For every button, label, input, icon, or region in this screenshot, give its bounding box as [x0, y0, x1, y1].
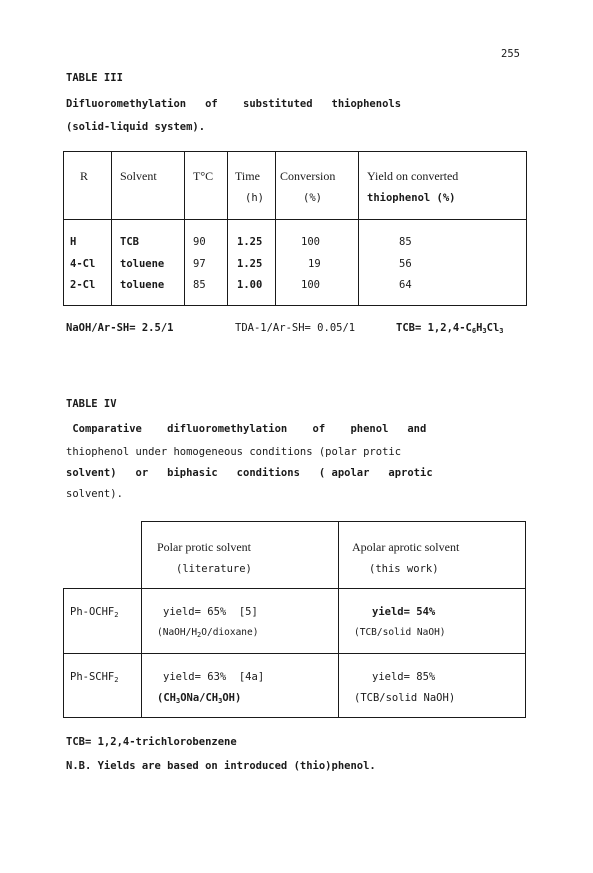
row-conversion: 100	[301, 236, 320, 248]
table4-title-line1: Comparative difluoromethylation of phenol and	[66, 423, 427, 435]
table3-footnote-tcb: $TCB= 1,2,4-C_6H_3Cl_3$	[396, 322, 504, 335]
row-polar-conditions: $(NaOH/H_2O/dioxane)$	[157, 627, 259, 639]
table3-header-time-unit: (h)	[245, 192, 264, 204]
table4-header-apolar: Apolar aprotic solvent	[352, 540, 460, 554]
row-time: 1.25	[237, 258, 263, 270]
table3-footnote-naoh: NaOH/Ar-SH= 2.5/1	[66, 322, 174, 334]
table3-footnote-tda: TDA-1/Ar-SH= 0.05/1	[235, 322, 356, 334]
row-solvent: TCB	[120, 236, 139, 248]
row-compound: $Ph-SCHF_2$	[70, 671, 119, 684]
row-compound: $Ph-OCHF_2$	[70, 606, 119, 619]
table3-header-yield: Yield on converted	[367, 169, 459, 183]
table4-header-polar: Polar protic solvent	[157, 540, 251, 554]
row-r: 2-Cl	[70, 279, 96, 291]
row-yield: 56	[399, 258, 412, 270]
row-apolar-conditions: (TCB/solid NaOH)	[354, 627, 446, 638]
row-apolar-conditions: (TCB/solid NaOH)	[354, 692, 456, 704]
table3-header-r: R	[80, 169, 89, 183]
table4-footnote-tcb: TCB= 1,2,4-trichlorobenzene	[66, 736, 237, 748]
row-conversion: 19	[308, 258, 321, 270]
row-temp: 90	[193, 236, 206, 248]
row-solvent: toluene	[120, 279, 165, 291]
row-temp: 97	[193, 258, 206, 270]
table3-title-line1: Difluoromethylation of substituted thiophenols	[66, 98, 402, 110]
table4-footnote-nb: N.B. Yields are based on introduced (thio)phenol.	[66, 760, 376, 772]
table4-title-line3: solvent) or biphasic conditions ( apolar aprotic	[66, 467, 433, 479]
row-polar-yield: yield= 63% [4a]	[163, 671, 265, 683]
table3-title-line2: (solid-liquid system).	[66, 121, 206, 133]
page-number: 255	[501, 48, 520, 60]
table3-caption: TABLE III	[66, 72, 123, 84]
table4-header-apolar-note: (this work)	[369, 563, 439, 575]
row-time: 1.00	[237, 279, 263, 291]
table3-header-solvent: Solvent	[120, 169, 157, 183]
row-yield: 85	[399, 236, 412, 248]
table4-title-line2: thiophenol under homogeneous conditions (polar protic	[66, 446, 402, 458]
table3-header-conversion-unit: (%)	[303, 192, 322, 204]
table4-caption: TABLE IV	[66, 398, 117, 410]
row-polar-conditions: $(CH_3ONa/CH_3OH)$	[157, 692, 242, 705]
table3-header-temp: T°C	[193, 169, 214, 183]
row-r: 4-Cl	[70, 258, 96, 270]
table3-header-yield-unit: thiophenol (%)	[367, 192, 456, 204]
table3-header-time: Time	[235, 169, 260, 183]
row-apolar-yield: yield= 85%	[372, 671, 436, 683]
row-polar-yield: yield= 65% [5]	[163, 606, 258, 618]
row-conversion: 100	[301, 279, 320, 291]
row-solvent: toluene	[120, 258, 165, 270]
table3-header-conversion: Conversion	[280, 169, 336, 183]
table4-header-polar-note: (literature)	[176, 563, 252, 575]
table4-title-line4: solvent).	[66, 488, 123, 500]
row-apolar-yield: yield= 54%	[372, 606, 436, 618]
row-time: 1.25	[237, 236, 263, 248]
row-r: H	[70, 236, 77, 248]
row-yield: 64	[399, 279, 412, 291]
row-temp: 85	[193, 279, 206, 291]
